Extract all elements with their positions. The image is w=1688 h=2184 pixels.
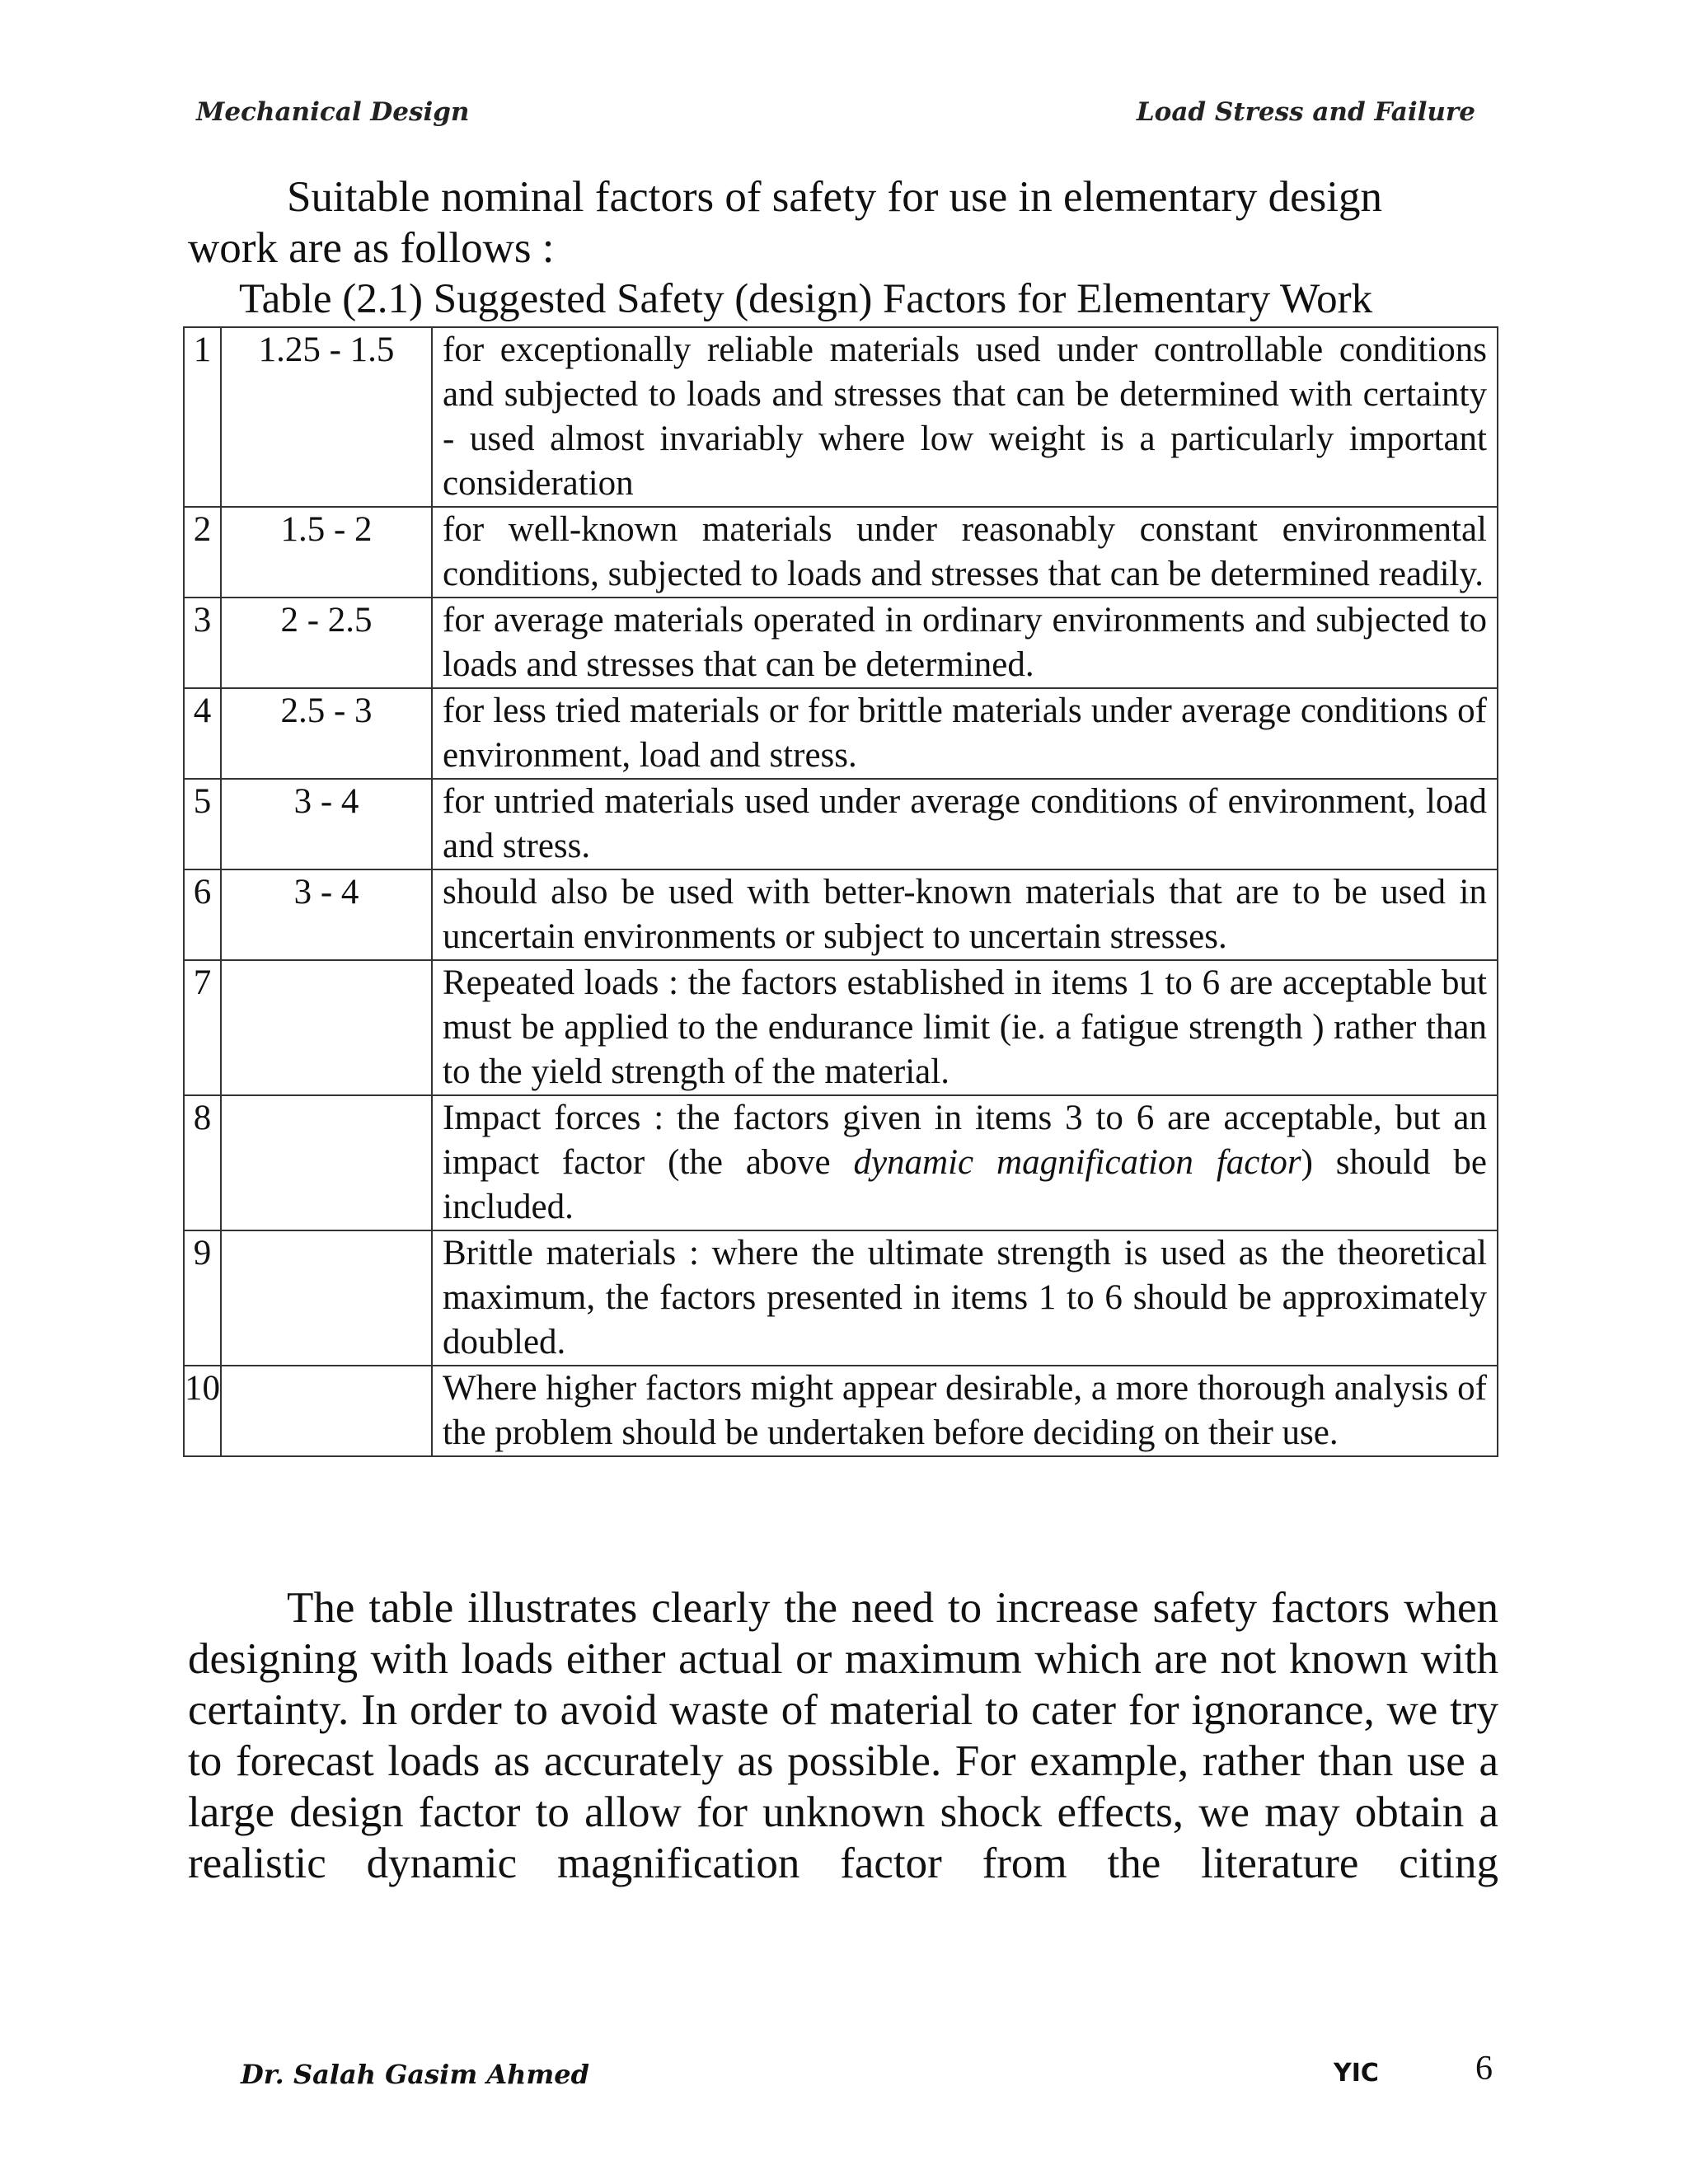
row-number: 1 [184,327,221,507]
row-description: for well-known materials under reasonably constant environmental conditions, subjected to loads and stresses that can be determined readily. [432,507,1498,598]
row-description: for untried materials used under average conditions of environment, load and stress. [432,779,1498,869]
safety-factor-table [183,326,1498,1457]
row-number: 4 [184,688,221,779]
row-number: 6 [184,869,221,960]
table-row [184,327,1498,507]
table-row [184,1095,1498,1230]
row-description-part: ) should be included. [443,1143,1487,1226]
row-description-part: Impact forces : the factors given in items 3 to 6 are acceptable, but an impact factor (the above [443,1099,1487,1182]
table-row [184,869,1498,960]
row-description [432,1095,1498,1230]
footer-author: Dr. Salah Gasim Ahmed [241,2059,590,2090]
row-description: Where higher factors might appear desirable, a more thorough analysis of the problem should be undertaken before deciding on their use. [432,1366,1498,1456]
table-row [184,779,1498,869]
table-row [184,1230,1498,1366]
row-factor: 2.5 - 3 [221,688,432,779]
table-row [184,598,1498,688]
row-number: 9 [184,1230,221,1366]
closing-paragraph [188,1582,1498,1889]
row-number: 5 [184,779,221,869]
row-factor [221,960,432,1095]
row-factor [221,1366,432,1456]
intro-line-1: Suitable nominal factors of safety for use in elementary design [287,173,1383,221]
row-factor: 3 - 4 [221,869,432,960]
row-number: 10 [184,1366,221,1456]
row-description: Repeated loads : the factors established in items 1 to 6 are acceptable but must be applied to the endurance limit (ie. a fatigue strength ) rather than to the yield strength of the material. [432,960,1498,1095]
row-description: Brittle materials : where the ultimate strength is used as the theoretical maximum, the factors presented in items 1 to 6 should be approximately doubled. [432,1230,1498,1366]
row-description-emphasis: dynamic magnification factor [853,1143,1301,1182]
header-left-title: Mechanical Design [196,97,470,127]
row-description: for less tried materials or for brittle materials under average conditions of environment, load and stress. [432,688,1498,779]
row-description: for exceptionally reliable materials used under controllable conditions and subjected to loads and stresses that can be determined with certainty - used almost invariably where low weight is a particularly important consideration [432,327,1498,507]
row-number: 8 [184,1095,221,1230]
table-caption: Table (2.1) Suggested Safety (design) Factors for Elementary Work [239,276,1373,322]
intro-paragraph [188,171,1498,274]
row-factor: 3 - 4 [221,779,432,869]
closing-first-line: The table illustrates clearly the need to increase safety factors when [287,1584,1498,1632]
row-description: should also be used with better-known materials that are to be used in uncertain environments or subject to uncertain stresses. [432,869,1498,960]
row-factor: 2 - 2.5 [221,598,432,688]
header-right-title: Load Stress and Failure [1136,97,1475,127]
row-number: 3 [184,598,221,688]
table-row [184,1366,1498,1456]
row-factor [221,1095,432,1230]
closing-rest: designing with loads either actual or maximum which are not known with certainty. In order to avoid waste of material to cater for ignorance, we try to forecast loads as accurately as possible. For example, rather than use a large design factor to allow for unknown shock effects, we may obtain a realistic dynamic magnification factor from the literature citing [188,1635,1498,1887]
table-row [184,688,1498,779]
page-number: 6 [1475,2050,1493,2088]
table-row [184,960,1498,1095]
row-number: 7 [184,960,221,1095]
row-factor: 1.25 - 1.5 [221,327,432,507]
row-factor: 1.5 - 2 [221,507,432,598]
table-row [184,507,1498,598]
row-description: for average materials operated in ordinary environments and subjected to loads and stresses that can be determined. [432,598,1498,688]
intro-line-2: work are as follows : [188,224,555,272]
footer-institution: YIC [1334,2059,1379,2088]
row-number: 2 [184,507,221,598]
row-factor [221,1230,432,1366]
